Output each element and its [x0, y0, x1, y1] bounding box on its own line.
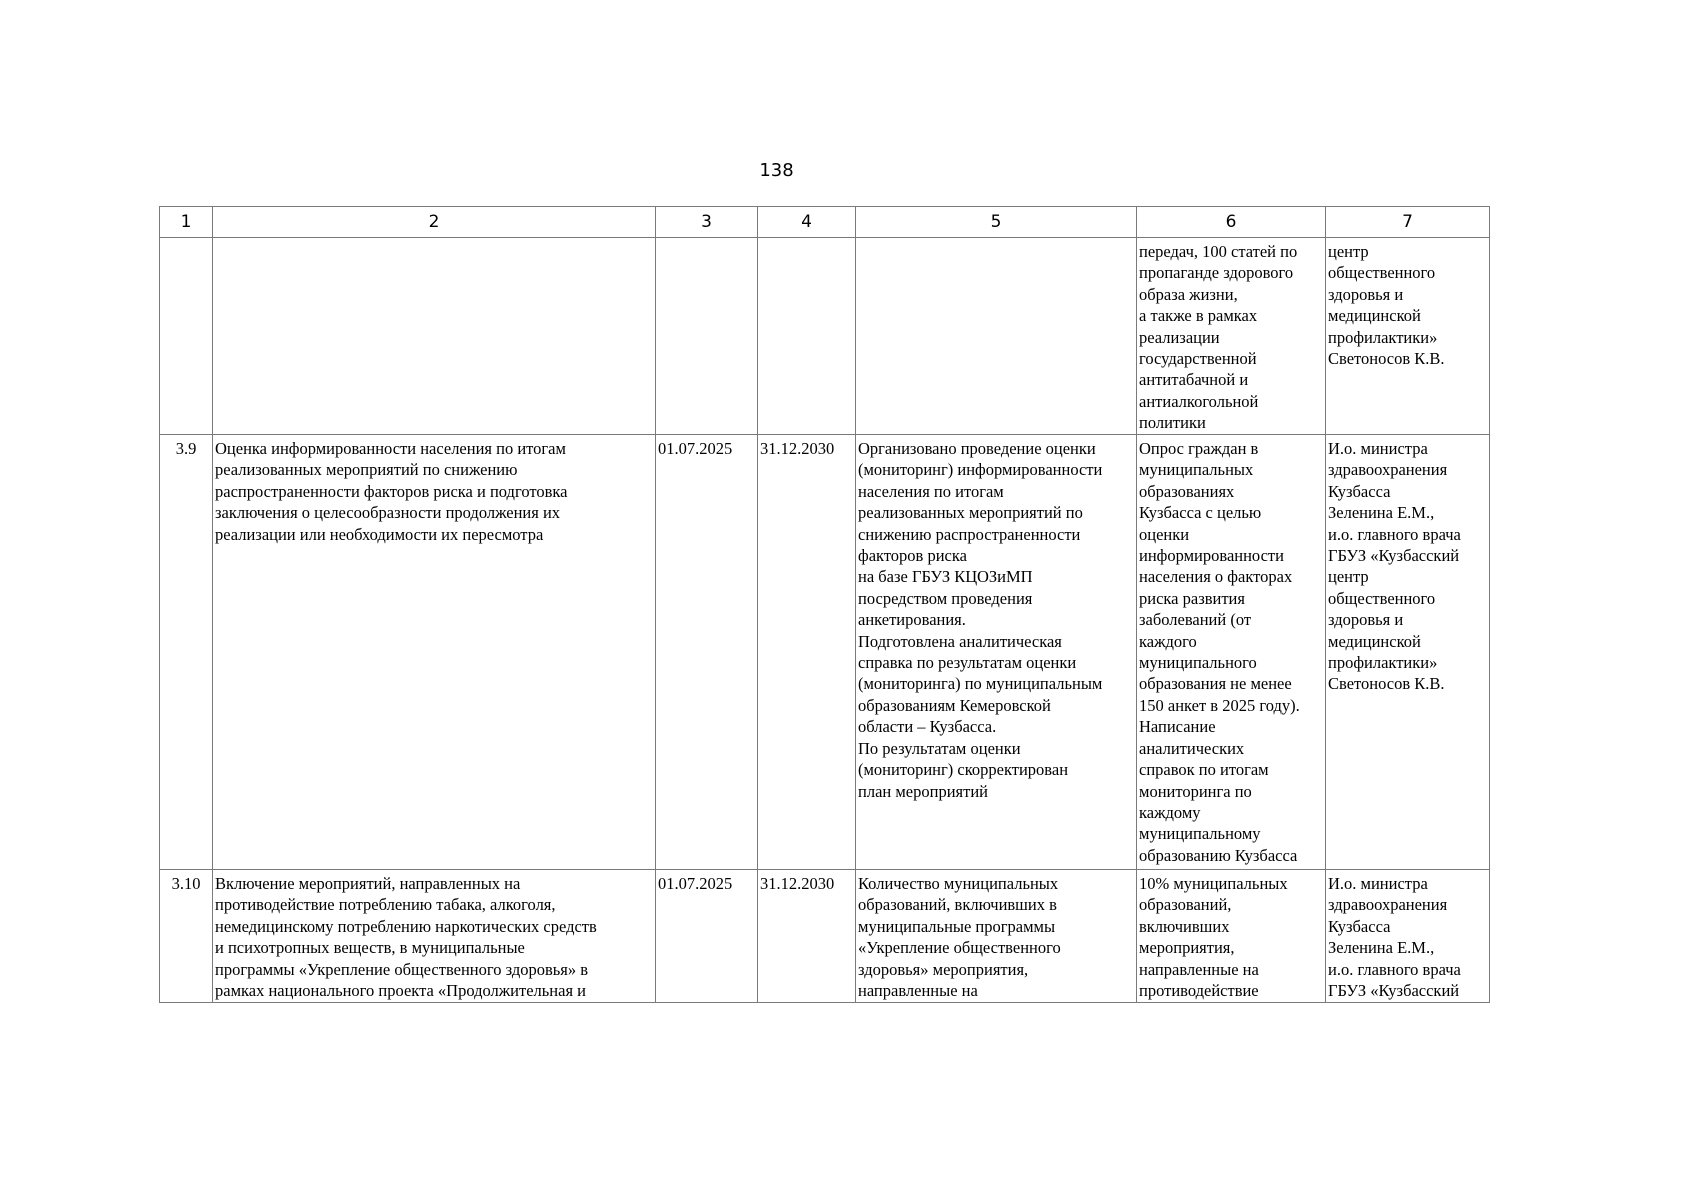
result-cell: Организовано проведение оценки (мониторинг) информированности населения по итогам реализованных мероприятий по снижению распространенности факторов риска на базе ГБУЗ КЦОЗиМП посредством проведения анкетирования. Подготовлена аналитическая справка по результатам оценки (мониторинга) по муниципальным образованиям Кемеровской области – Кузбасса. По результатам оценки (мониторинг) скорректирован план мероприятий [856, 435, 1137, 870]
indicator-cell: передач, 100 статей по пропаганде здорового образа жизни, а также в рамках реализации государственной антитабачной и антиалкогольной политики [1137, 238, 1326, 435]
start-date-cell: 01.07.2025 [656, 870, 758, 1003]
result-cell: Количество муниципальных образований, включивших в муниципальные программы «Укрепление общественного здоровья» мероприятия, направленные на [856, 870, 1137, 1003]
start-date-cell: 01.07.2025 [656, 435, 758, 870]
column-header: 1 [160, 207, 213, 238]
result-cell [856, 238, 1137, 435]
responsible-cell: И.о. министра здравоохранения Кузбасса Зеленина Е.М., и.о. главного врача ГБУЗ «Кузбасский центр общественного здоровья и медицинской профилактики» Светоносов К.В. [1326, 435, 1490, 870]
column-header: 5 [856, 207, 1137, 238]
activity-name-cell: Оценка информированности населения по итогам реализованных мероприятий по снижению распространенности факторов риска и подготовка заключения о целесообразности продолжения их реализации или необходимости их пересмотра [213, 435, 656, 870]
page-number: 138 [759, 160, 794, 181]
column-header: 6 [1137, 207, 1326, 238]
column-number-row [160, 207, 1490, 238]
item-number-cell: 3.10 [160, 870, 213, 1003]
indicator-cell: Опрос граждан в муниципальных образованиях Кузбасса с целью оценки информированности населения о факторах риска развития заболеваний (от каждого муниципального образования не менее 150 анкет в 2025 году). Написание аналитических справок по итогам мониторинга по каждому муниципальному образованию Кузбасса [1137, 435, 1326, 870]
activity-name-cell: Включение мероприятий, направленных на противодействие потреблению табака, алкоголя, немедицинскому потреблению наркотических средств и психотропных веществ, в муниципальные программы «Укрепление общественного здоровья» в рамках национального проекта «Продолжительная и [213, 870, 656, 1003]
column-header: 2 [213, 207, 656, 238]
item-number-cell [160, 238, 213, 435]
end-date-cell: 31.12.2030 [758, 435, 856, 870]
column-header: 3 [656, 207, 758, 238]
end-date-cell: 31.12.2030 [758, 870, 856, 1003]
activities-table [159, 206, 1490, 1003]
column-header: 4 [758, 207, 856, 238]
end-date-cell [758, 238, 856, 435]
table-row [160, 870, 1490, 1003]
activity-name-cell [213, 238, 656, 435]
indicator-cell: 10% муниципальных образований, включивших мероприятия, направленные на противодействие [1137, 870, 1326, 1003]
table-row [160, 238, 1490, 435]
start-date-cell [656, 238, 758, 435]
item-number-cell: 3.9 [160, 435, 213, 870]
responsible-cell: И.о. министра здравоохранения Кузбасса Зеленина Е.М., и.о. главного врача ГБУЗ «Кузбасский [1326, 870, 1490, 1003]
column-header: 7 [1326, 207, 1490, 238]
responsible-cell: центр общественного здоровья и медицинской профилактики» Светоносов К.В. [1326, 238, 1490, 435]
table-row [160, 435, 1490, 870]
